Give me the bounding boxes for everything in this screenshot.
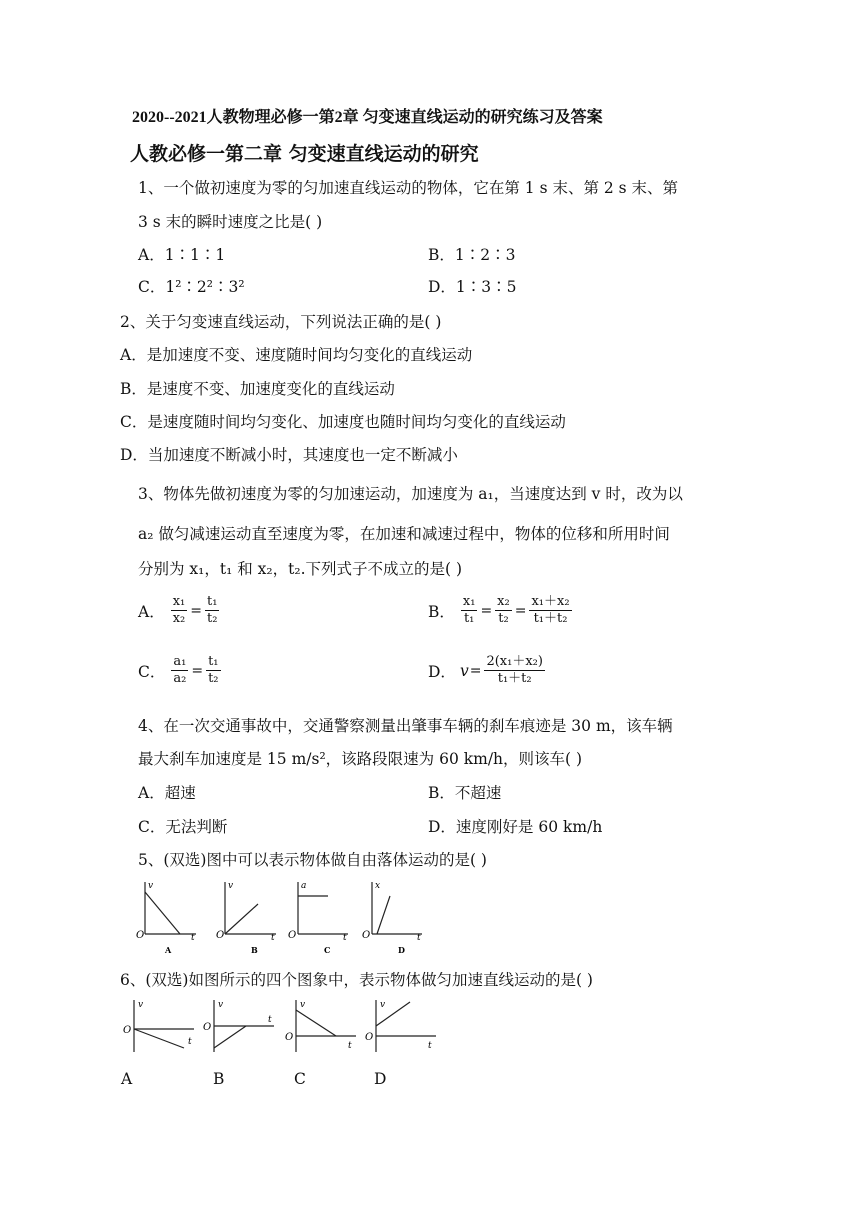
q1-option-b: B．1∶2∶3 xyxy=(428,246,516,264)
q2-option-a: A．是加速度不变、速度随时间均匀变化的直线运动 xyxy=(120,346,473,364)
numerator: a₁ xyxy=(173,654,187,669)
y-axis-label: x xyxy=(375,881,381,891)
fraction xyxy=(205,594,219,627)
x-axis-label: t xyxy=(343,933,347,943)
option-label: D． xyxy=(428,662,456,681)
fraction xyxy=(461,594,478,627)
numerator: x₁ xyxy=(172,594,186,609)
x-axis-label: t xyxy=(188,1037,192,1047)
equals-sign: = xyxy=(480,602,493,619)
y-axis-label: v xyxy=(138,1000,144,1010)
graph-line xyxy=(225,904,258,934)
y-axis-label: a xyxy=(301,881,307,891)
fraction xyxy=(495,594,512,627)
option-label: A． xyxy=(138,602,165,621)
graph-line xyxy=(145,892,180,934)
q3-option-a xyxy=(138,594,221,627)
origin-label: O xyxy=(123,1025,132,1036)
numerator: t₁ xyxy=(206,594,218,609)
fraction xyxy=(206,654,220,687)
x-axis-label: t xyxy=(428,1041,432,1051)
fraction xyxy=(529,594,571,627)
q2-option-c: C．是速度随时间均匀变化、加速度也随时间均匀变化的直线运动 xyxy=(120,413,566,431)
graph-label: C xyxy=(324,945,331,955)
denominator: x₂ xyxy=(172,611,186,626)
q5-stem: 5、(双选)图中可以表示物体做自由落体运动的是( ) xyxy=(138,851,487,869)
q1-stem-line2: 3 s 末的瞬时速度之比是( ) xyxy=(138,213,323,231)
denominator: t₂ xyxy=(208,671,219,686)
q6-stem: 6、(双选)如图所示的四个图象中，表示物体做匀加速直线运动的是( ) xyxy=(120,971,593,989)
origin-label: O xyxy=(285,1032,294,1043)
equals-sign: = xyxy=(190,602,202,619)
graph-label: A xyxy=(165,945,172,955)
denominator: t₁ xyxy=(463,611,475,626)
numerator: 2(x₁＋x₂) xyxy=(486,654,543,669)
equals-sign: = xyxy=(191,662,204,679)
q3-stem-line1: 3、物体先做初速度为零的匀加速运动，加速度为 a₁，当速度达到 v 时，改为以 xyxy=(138,485,683,503)
q2-option-d: D．当加速度不断减小时，其速度也一定不断减小 xyxy=(120,446,458,464)
q4-option-a: A．超速 xyxy=(138,784,196,802)
numerator: x₁＋x₂ xyxy=(531,594,570,609)
graph-line xyxy=(377,896,390,934)
q3-stem-line3: 分别为 x₁，t₁ 和 x₂，t₂.下列式子不成立的是( ) xyxy=(138,560,463,578)
q1-stem-line1: 1、一个做初速度为零的匀加速直线运动的物体，它在第 1 s 末、第 2 s 末、第 xyxy=(138,179,679,197)
graph-label: B xyxy=(251,945,258,955)
origin-label: O xyxy=(362,930,371,941)
q6-label-a: A xyxy=(121,1070,133,1088)
fraction xyxy=(171,654,188,687)
q6-graph-a xyxy=(123,1000,194,1052)
denominator: t₁＋t₂ xyxy=(533,611,568,626)
q5-graph-b xyxy=(216,881,276,955)
denominator: a₂ xyxy=(173,671,187,686)
origin-label: O xyxy=(216,930,225,941)
graph-label: D xyxy=(398,945,405,955)
numerator: x₂ xyxy=(497,594,510,609)
q5-graph-d xyxy=(362,881,422,955)
q3-stem-line2: a₂ 做匀减速运动直至速度为零，在加速和减速过程中，物体的位移和所用时间 xyxy=(138,525,670,543)
equals-sign: = xyxy=(469,662,482,679)
y-axis-label: v xyxy=(300,1000,306,1010)
q4-option-d: D．速度刚好是 60 km/h xyxy=(428,818,603,836)
x-axis-label: t xyxy=(417,933,421,943)
y-axis-label: v xyxy=(218,1000,224,1010)
x-axis-label: t xyxy=(191,933,195,943)
graph-line xyxy=(134,1029,184,1048)
denominator: t₂ xyxy=(498,611,509,626)
q1-option-a: A．1∶1∶1 xyxy=(138,246,226,264)
option-label: C． xyxy=(138,662,166,681)
q6-label-c: C xyxy=(294,1070,306,1088)
q6-graph-b xyxy=(203,1000,274,1052)
origin-label: O xyxy=(288,930,297,941)
x-axis-label: t xyxy=(348,1041,352,1051)
origin-label: O xyxy=(365,1032,374,1043)
q3-option-d xyxy=(428,654,547,687)
y-axis-label: v xyxy=(380,1000,386,1010)
q1-option-d: D．1∶3∶5 xyxy=(428,278,517,296)
document-title: 2020--2021人教物理必修一第2章 匀变速直线运动的研究练习及答案 xyxy=(132,109,603,126)
q4-stem-line2: 最大刹车加速度是 15 m/s²，该路段限速为 60 km/h，则该车( ) xyxy=(138,750,583,768)
q5-graph-a xyxy=(136,881,196,955)
origin-label: O xyxy=(136,930,145,941)
q4-stem-line1: 4、在一次交通事故中，交通警察测量出肇事车辆的刹车痕迹是 30 m，该车辆 xyxy=(138,717,673,735)
q2-option-b: B．是速度不变、加速度变化的直线运动 xyxy=(120,380,395,398)
x-axis-label: t xyxy=(271,933,275,943)
denominator: t₂ xyxy=(206,611,218,626)
fraction xyxy=(171,594,188,627)
section-title: 人教必修一第二章 匀变速直线运动的研究 xyxy=(130,143,479,165)
numerator: t₁ xyxy=(208,654,219,669)
q2-stem: 2、关于匀变速直线运动，下列说法正确的是( ) xyxy=(120,313,442,331)
fraction xyxy=(484,654,545,687)
y-axis-label: v xyxy=(148,881,154,891)
q6-label-b: B xyxy=(213,1070,225,1088)
q6-label-d: D xyxy=(374,1070,387,1088)
q4-option-b: B．不超速 xyxy=(428,784,502,802)
q5-graphs xyxy=(128,874,438,960)
q3-option-b xyxy=(428,594,574,627)
option-label: B． xyxy=(428,602,455,621)
q1-option-c: C．1²∶2²∶3² xyxy=(138,278,245,296)
q5-graph-c xyxy=(288,881,348,955)
equals-sign: = xyxy=(514,602,527,619)
velocity-symbol: v xyxy=(459,661,469,680)
origin-label: O xyxy=(203,1022,212,1033)
denominator: t₁＋t₂ xyxy=(497,671,532,686)
q6-graphs xyxy=(118,996,448,1058)
q6-graph-d xyxy=(365,1000,436,1052)
numerator: x₁ xyxy=(462,594,476,609)
y-axis-label: v xyxy=(228,881,234,891)
x-axis-label: t xyxy=(268,1015,272,1025)
q6-graph-c xyxy=(285,1000,356,1052)
graph-line xyxy=(214,1026,246,1048)
graph-line xyxy=(296,1010,336,1036)
q3-option-c xyxy=(138,654,223,687)
q4-option-c: C．无法判断 xyxy=(138,818,228,836)
